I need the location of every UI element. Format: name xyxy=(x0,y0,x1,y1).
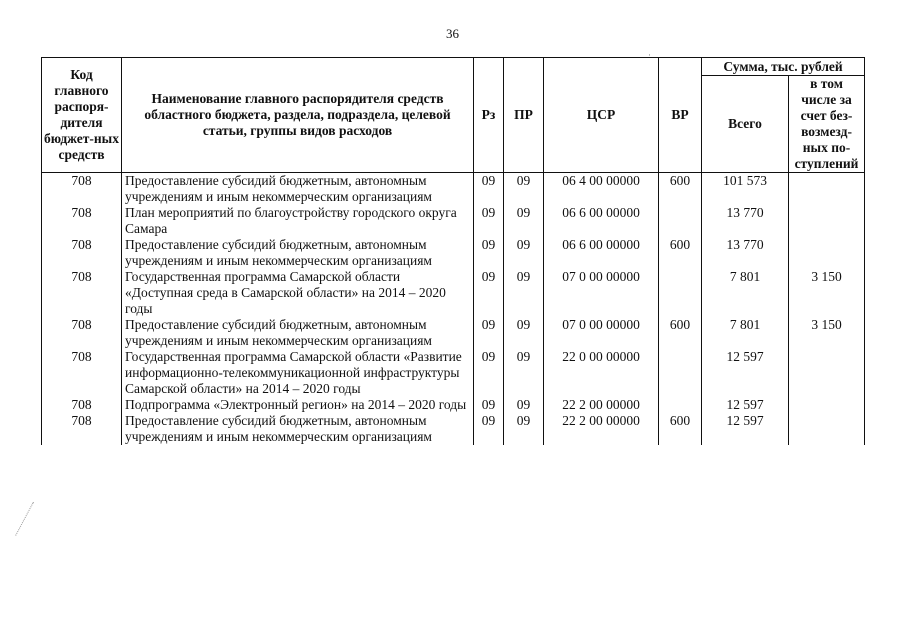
cell-code: 708 xyxy=(42,317,122,349)
cell-total: 12 597 xyxy=(702,349,789,397)
header-vr: ВР xyxy=(659,58,702,173)
cell-name: Предоставление субсидий бюджетным, автономным учреждениям и иным некоммерческим организациям xyxy=(122,237,474,269)
header-free: в том числе за счет без-возмезд-ных по-ступлений xyxy=(789,76,865,173)
header-sum-group: Сумма, тыс. рублей xyxy=(702,58,865,76)
cell-free xyxy=(789,349,865,397)
cell-csr: 06 4 00 00000 xyxy=(544,173,659,206)
cell-vr xyxy=(659,397,702,413)
table-row xyxy=(42,413,865,445)
cell-rz: 09 xyxy=(474,349,504,397)
cell-pr: 09 xyxy=(504,237,544,269)
header-csr: ЦСР xyxy=(544,58,659,173)
cell-csr: 06 6 00 00000 xyxy=(544,237,659,269)
cell-vr: 600 xyxy=(659,317,702,349)
cell-vr xyxy=(659,349,702,397)
cell-rz: 09 xyxy=(474,397,504,413)
cell-code: 708 xyxy=(42,237,122,269)
header-code: Код главного распоря-дителя бюджет-ных средств xyxy=(42,58,122,173)
cell-pr: 09 xyxy=(504,413,544,445)
header-pr: ПР xyxy=(504,58,544,173)
cell-rz: 09 xyxy=(474,237,504,269)
cell-vr: 600 xyxy=(659,173,702,206)
cell-pr: 09 xyxy=(504,349,544,397)
cell-free xyxy=(789,413,865,445)
table-row xyxy=(42,205,865,237)
cell-csr: 07 0 00 00000 xyxy=(544,317,659,349)
cell-vr: 600 xyxy=(659,237,702,269)
cell-csr: 22 2 00 00000 xyxy=(544,413,659,445)
cell-free: 3 150 xyxy=(789,269,865,317)
cell-pr: 09 xyxy=(504,269,544,317)
cell-free xyxy=(789,173,865,206)
header-rz: Рз xyxy=(474,58,504,173)
cell-name: Предоставление субсидий бюджетным, автономным учреждениям и иным некоммерческим организациям xyxy=(122,317,474,349)
scan-artifact xyxy=(15,502,35,536)
header-total: Всего xyxy=(702,76,789,173)
cell-pr: 09 xyxy=(504,173,544,206)
cell-rz: 09 xyxy=(474,269,504,317)
table-row xyxy=(42,397,865,413)
cell-code: 708 xyxy=(42,413,122,445)
cell-total: 7 801 xyxy=(702,269,789,317)
table-header xyxy=(42,58,865,173)
cell-name: Предоставление субсидий бюджетным, автономным учреждениям и иным некоммерческим организациям xyxy=(122,173,474,206)
cell-vr xyxy=(659,205,702,237)
cell-rz: 09 xyxy=(474,317,504,349)
cell-pr: 09 xyxy=(504,205,544,237)
cell-vr: 600 xyxy=(659,413,702,445)
cell-csr: 22 0 00 00000 xyxy=(544,349,659,397)
cell-rz: 09 xyxy=(474,413,504,445)
cell-free: 3 150 xyxy=(789,317,865,349)
cell-code: 708 xyxy=(42,205,122,237)
header-name: Наименование главного распорядителя средств областного бюджета, раздела, подраздела, целевой статьи, группы видов расходов xyxy=(122,58,474,173)
cell-free xyxy=(789,397,865,413)
cell-csr: 07 0 00 00000 xyxy=(544,269,659,317)
table-body xyxy=(42,173,865,446)
cell-total: 12 597 xyxy=(702,413,789,445)
budget-table xyxy=(41,57,865,445)
cell-total: 7 801 xyxy=(702,317,789,349)
cell-vr xyxy=(659,269,702,317)
cell-name: Государственная программа Самарской области «Развитие информационно-телекоммуникационной инфраструктуры Самарской области» на 2014 – 2020 годы xyxy=(122,349,474,397)
cell-rz: 09 xyxy=(474,205,504,237)
table-row xyxy=(42,317,865,349)
cell-name: Государственная программа Самарской области «Доступная среда в Самарской области» на 2014 – 2020 годы xyxy=(122,269,474,317)
cell-total: 101 573 xyxy=(702,173,789,206)
table-row xyxy=(42,349,865,397)
cell-name: Предоставление субсидий бюджетным, автономным учреждениям и иным некоммерческим организациям xyxy=(122,413,474,445)
cell-total: 13 770 xyxy=(702,205,789,237)
cell-code: 708 xyxy=(42,269,122,317)
cell-free xyxy=(789,205,865,237)
cell-free xyxy=(789,237,865,269)
cell-csr: 22 2 00 00000 xyxy=(544,397,659,413)
scan-mark: · xyxy=(648,50,651,60)
page-number: 36 xyxy=(446,26,459,41)
cell-code: 708 xyxy=(42,173,122,206)
cell-rz: 09 xyxy=(474,173,504,206)
table-row xyxy=(42,173,865,206)
cell-code: 708 xyxy=(42,397,122,413)
cell-total: 12 597 xyxy=(702,397,789,413)
table-row xyxy=(42,269,865,317)
table-row xyxy=(42,237,865,269)
cell-csr: 06 6 00 00000 xyxy=(544,205,659,237)
cell-total: 13 770 xyxy=(702,237,789,269)
cell-name: Подпрограмма «Электронный регион» на 2014 – 2020 годы xyxy=(122,397,474,413)
cell-name: План мероприятий по благоустройству городского округа Самара xyxy=(122,205,474,237)
cell-pr: 09 xyxy=(504,397,544,413)
cell-pr: 09 xyxy=(504,317,544,349)
cell-code: 708 xyxy=(42,349,122,397)
